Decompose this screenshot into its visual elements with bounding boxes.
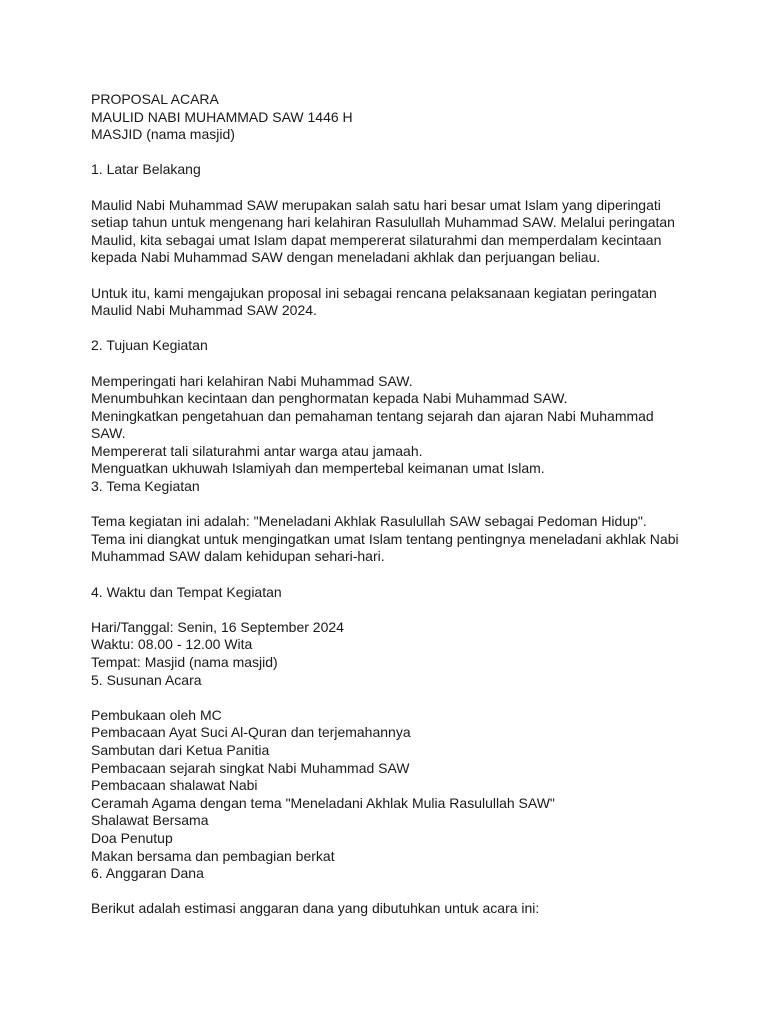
list-item: Pembacaan sejarah singkat Nabi Muhammad SAW: [91, 759, 410, 776]
spacer: [91, 267, 691, 285]
section-heading-anggaran-dana: 6. Anggaran Dana: [91, 865, 204, 882]
paragraph-line: Berikut adalah estimasi anggaran dana yang dibutuhkan untuk acara ini:: [91, 900, 540, 917]
section-heading-waktu-tempat: 4. Waktu dan Tempat Kegiatan: [91, 583, 282, 600]
paragraph-line: kepada Nabi Muhammad SAW dengan meneladani akhlak dan perjuangan beliau.: [91, 249, 601, 266]
list-item: Menumbuhkan kecintaan dan penghormatan kepada Nabi Muhammad SAW.: [91, 390, 568, 407]
list-item: Pembukaan oleh MC: [91, 706, 222, 723]
spacer: [91, 883, 691, 901]
paragraph-line: Maulid Nabi Muhammad SAW merupakan salah satu hari besar umat Islam yang diperingati: [91, 196, 661, 213]
document-body: [91, 91, 691, 918]
list-item: Meningkatkan pengetahuan dan pemahaman tentang sejarah dan ajaran Nabi Muhammad: [91, 407, 654, 424]
spacer: [91, 355, 691, 373]
paragraph-line: Tema ini diangkat untuk mengingatkan umat Islam tentang pentingnya meneladani akhlak Nabi: [91, 530, 679, 547]
paragraph-line: Untuk itu, kami mengajukan proposal ini sebagai rencana pelaksanaan kegiatan peringatan: [91, 284, 657, 301]
paragraph-line: Maulid, kita sebagai umat Islam dapat mempererat silaturahmi dan memperdalam kecintaan: [91, 231, 662, 248]
list-item: Pembacaan Ayat Suci Al-Quran dan terjemahannya: [91, 724, 411, 741]
paragraph-line: setiap tahun untuk mengenang hari kelahiran Rasulullah Muhammad SAW. Melalui peringatan: [91, 214, 675, 231]
spacer: [91, 496, 691, 514]
list-item: Doa Penutup: [91, 829, 173, 846]
spacer: [91, 689, 691, 707]
list-item: Sambutan dari Ketua Panitia: [91, 741, 270, 758]
paragraph-line: Tema kegiatan ini adalah: "Meneladani Akhlak Rasulullah SAW sebagai Pedoman Hidup".: [91, 513, 647, 530]
spacer: [91, 179, 691, 197]
spacer: [91, 601, 691, 619]
paragraph-line: Maulid Nabi Muhammad SAW 2024.: [91, 302, 317, 319]
list-item: Hari/Tanggal: Senin, 16 September 2024: [91, 618, 344, 635]
list-item: Ceramah Agama dengan tema "Meneladani Akhlak Mulia Rasulullah SAW": [91, 794, 555, 811]
spacer: [91, 320, 691, 338]
list-item: Menguatkan ukhuwah Islamiyah dan mempertebal keimanan umat Islam.: [91, 460, 545, 477]
list-item: Pembacaan shalawat Nabi: [91, 777, 258, 794]
spacer: [91, 144, 691, 162]
section-heading-susunan-acara: 5. Susunan Acara: [91, 671, 202, 688]
list-item: SAW.: [91, 425, 126, 442]
list-item: Shalawat Bersama: [91, 812, 209, 829]
list-item: Tempat: Masjid (nama masjid): [91, 654, 278, 670]
list-item: Makan bersama dan pembagian berkat: [91, 847, 335, 864]
paragraph-line: Muhammad SAW dalam kehidupan sehari-hari.: [91, 548, 385, 565]
list-item: Waktu: 08.00 - 12.00 Wita: [91, 636, 253, 653]
list-item: Mempererat tali silaturahmi antar warga atau jamaah.: [91, 442, 423, 459]
section-heading-tema-kegiatan: 3. Tema Kegiatan: [91, 478, 200, 495]
spacer: [91, 566, 691, 584]
list-item: Memperingati hari kelahiran Nabi Muhammad SAW.: [91, 372, 413, 389]
section-heading-tujuan-kegiatan: 2. Tujuan Kegiatan: [91, 337, 208, 354]
title-line-3: MASJID (nama masjid): [91, 126, 235, 143]
title-line-2: MAULID NABI MUHAMMAD SAW 1446 H: [91, 108, 353, 125]
title-line-1: PROPOSAL ACARA: [91, 91, 219, 107]
section-heading-latar-belakang: 1. Latar Belakang: [91, 161, 201, 178]
